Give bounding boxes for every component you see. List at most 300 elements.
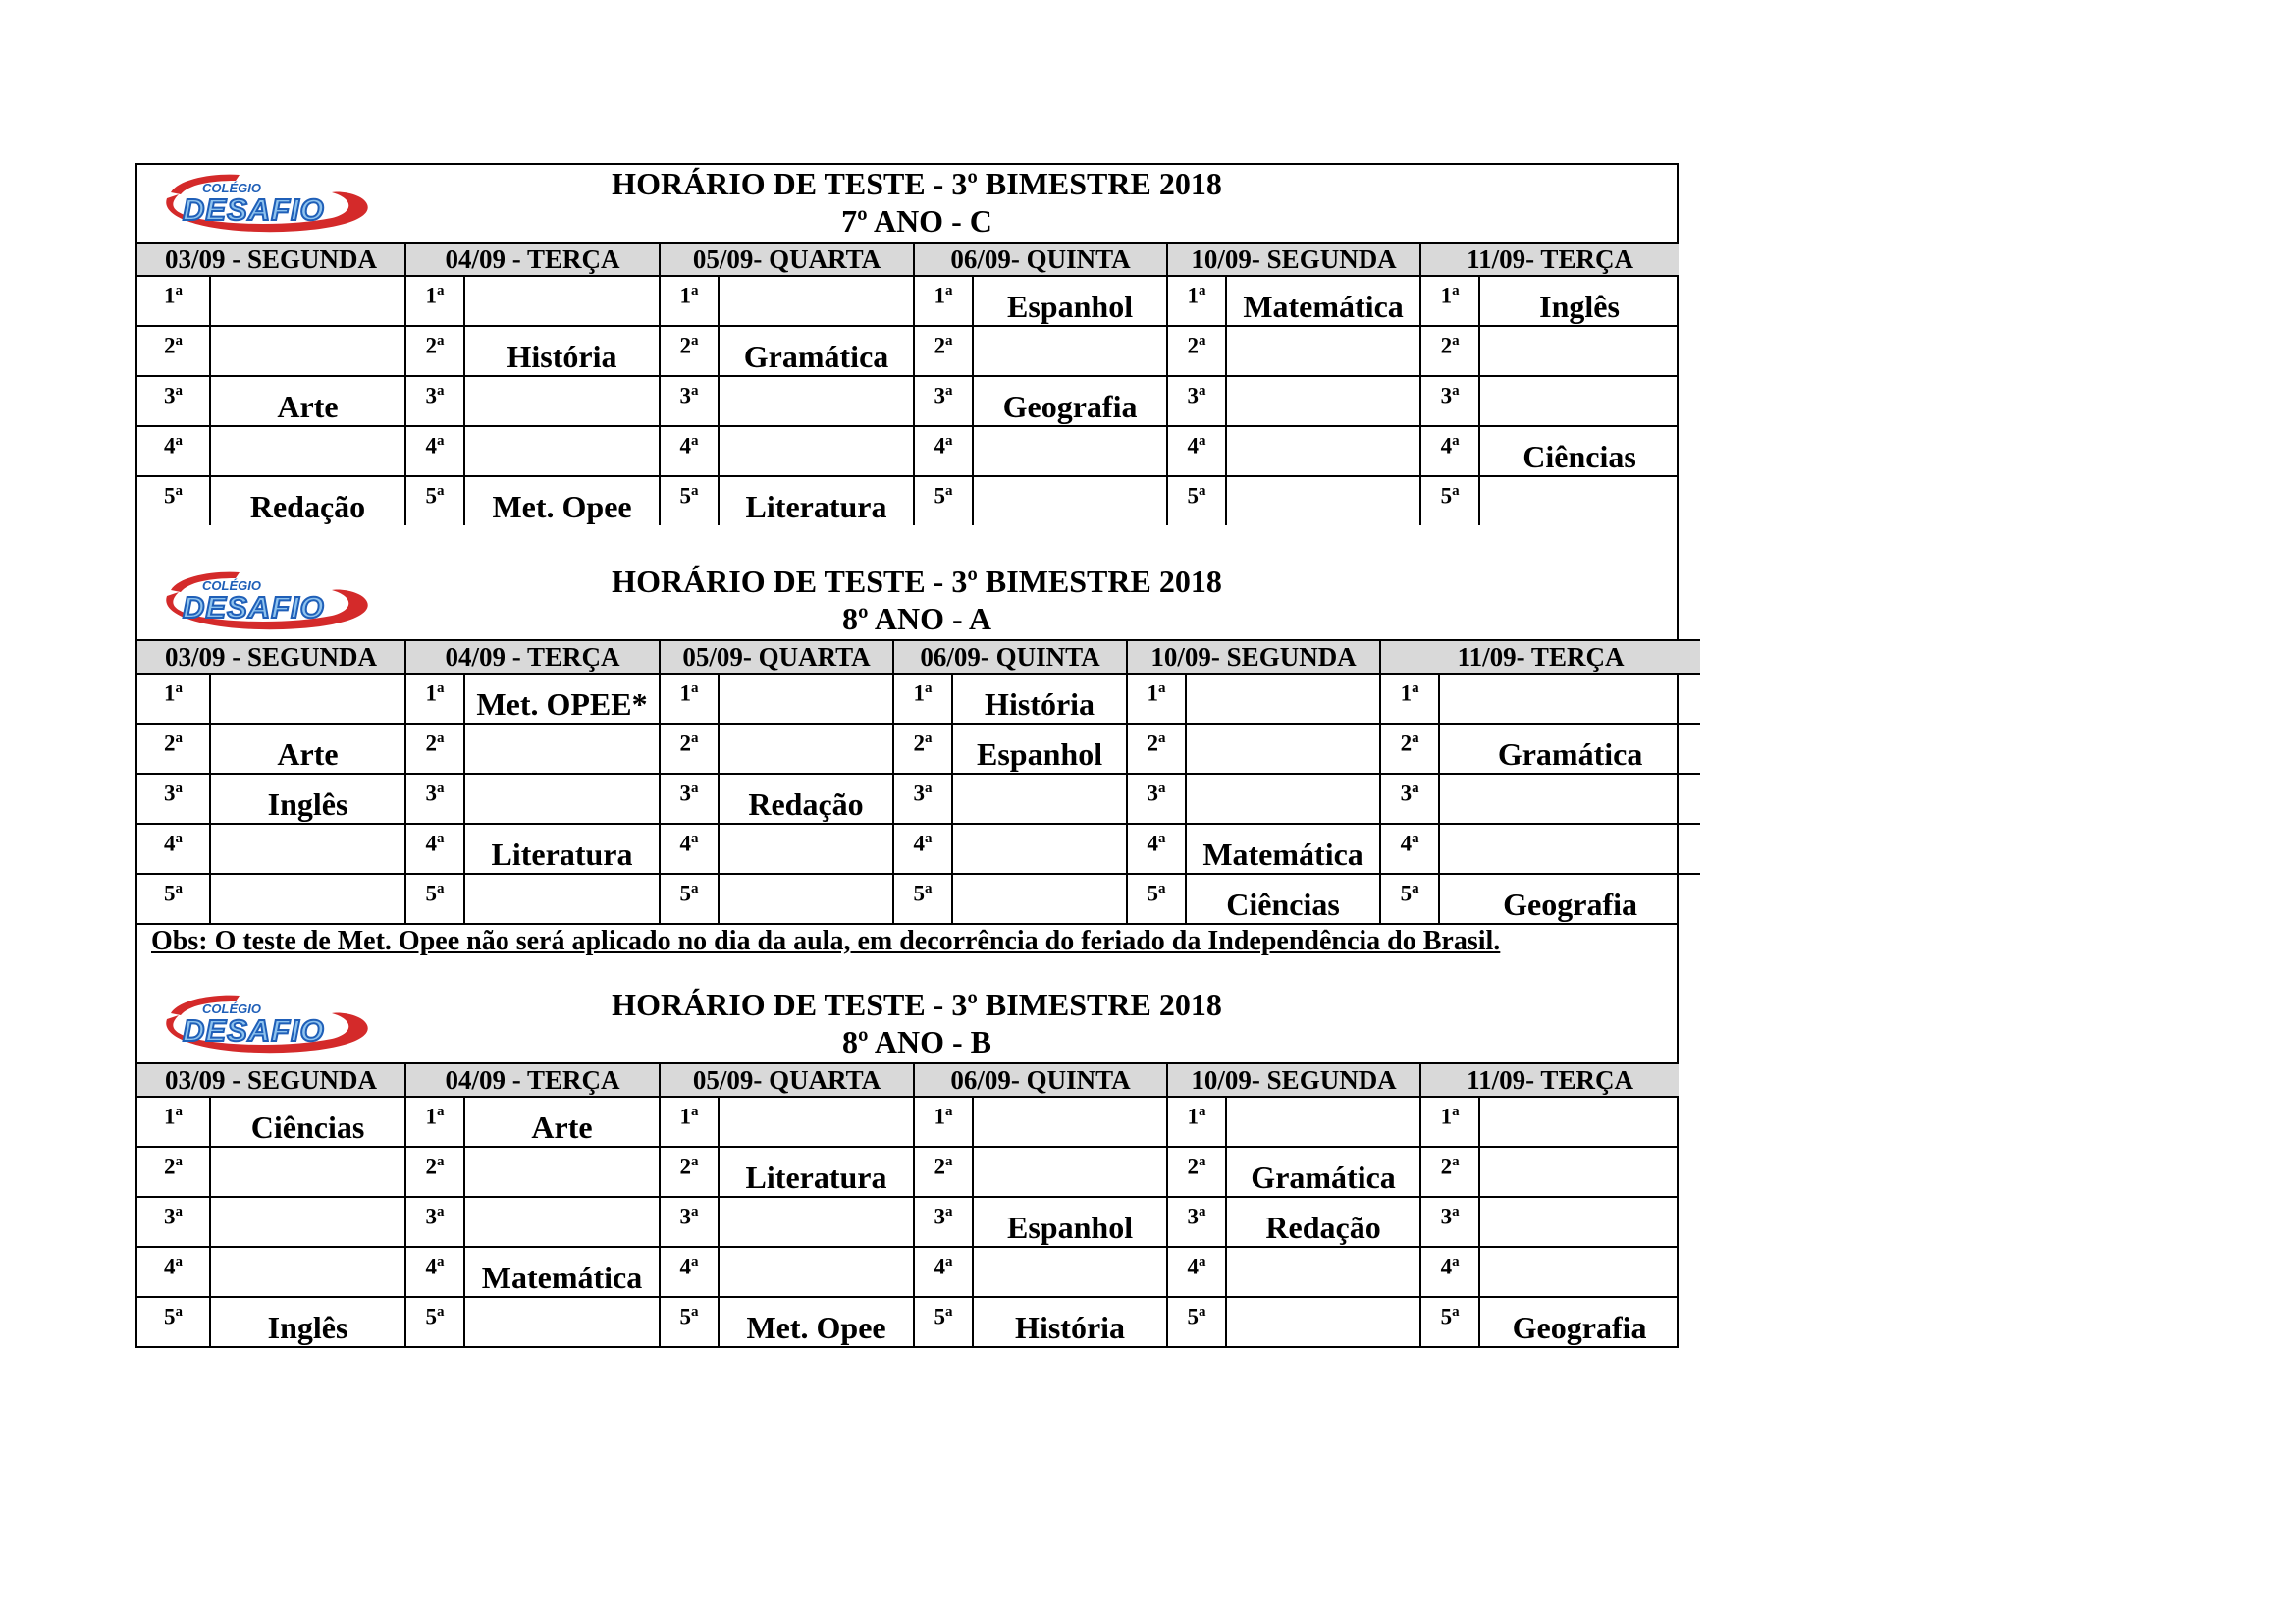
subject-cell: Redação <box>719 774 893 824</box>
ordinal-mark: a <box>945 1104 953 1119</box>
subject-cell: Espanhol <box>973 1197 1167 1247</box>
period-number <box>405 1147 464 1197</box>
period-number <box>660 426 719 476</box>
ordinal-mark: a <box>437 483 445 499</box>
period-number-value: 4 <box>679 831 692 856</box>
subject-cell: Literatura <box>719 476 914 525</box>
period-number <box>405 674 464 724</box>
period-row <box>137 1147 1679 1197</box>
ordinal-mark: a <box>691 781 699 796</box>
ordinal-mark: a <box>1452 433 1460 449</box>
period-number <box>1420 376 1479 426</box>
period-row <box>137 774 1700 824</box>
subject-cell: Geografia <box>1439 874 1700 923</box>
period-number-value: 4 <box>934 433 946 459</box>
section-title <box>432 986 1402 1060</box>
period-number-value: 5 <box>425 881 438 906</box>
period-number <box>914 1197 973 1247</box>
ordinal-mark: a <box>691 680 699 696</box>
period-number <box>1420 476 1479 525</box>
period-number-value: 1 <box>1440 1104 1453 1129</box>
ordinal-mark: a <box>691 881 699 896</box>
period-number <box>893 674 952 724</box>
period-number <box>137 1097 210 1147</box>
period-number <box>660 774 719 824</box>
subject-cell: Gramática <box>1439 724 1700 774</box>
subject-cell <box>210 1147 405 1197</box>
ordinal-mark: a <box>175 383 183 399</box>
period-number-value: 1 <box>425 1104 438 1129</box>
period-number <box>914 326 973 376</box>
period-number <box>1380 674 1439 724</box>
period-number-value: 4 <box>164 1254 176 1279</box>
ordinal-mark: a <box>1452 1104 1460 1119</box>
period-number <box>660 276 719 326</box>
period-number-value: 3 <box>1187 383 1200 408</box>
subject-cell <box>973 1147 1167 1197</box>
subject-cell <box>1439 824 1700 874</box>
ordinal-mark: a <box>1199 1104 1206 1119</box>
ordinal-mark: a <box>945 1154 953 1169</box>
period-number-value: 2 <box>934 1154 946 1179</box>
day-header: 11/09- TERÇA <box>1380 640 1700 674</box>
period-number <box>137 476 210 525</box>
ordinal-mark: a <box>691 1254 699 1270</box>
period-number <box>1167 426 1226 476</box>
period-number-value: 4 <box>425 433 438 459</box>
period-number <box>660 1147 719 1197</box>
period-number <box>137 1197 210 1247</box>
ordinal-mark: a <box>945 333 953 349</box>
ordinal-mark: a <box>175 1204 183 1219</box>
ordinal-mark: a <box>1199 283 1206 298</box>
period-number <box>1167 376 1226 426</box>
period-number <box>660 1247 719 1297</box>
period-number <box>1380 774 1439 824</box>
period-number-value: 2 <box>425 1154 438 1179</box>
subject-cell <box>464 774 660 824</box>
day-header: 05/09- QUARTA <box>660 243 914 276</box>
period-number-value: 4 <box>934 1254 946 1279</box>
ordinal-mark: a <box>691 433 699 449</box>
logo-big-text: DESAFIO <box>183 590 325 624</box>
period-number-value: 2 <box>164 1154 176 1179</box>
schedule-table <box>137 639 1700 923</box>
day-header: 06/09- QUINTA <box>914 1063 1167 1097</box>
period-row <box>137 724 1700 774</box>
period-number-value: 2 <box>913 731 926 756</box>
subject-cell <box>1186 724 1380 774</box>
ordinal-mark: a <box>437 881 445 896</box>
ordinal-mark: a <box>1199 1154 1206 1169</box>
period-number <box>914 1147 973 1197</box>
subject-cell <box>1439 674 1700 724</box>
period-number <box>137 874 210 923</box>
period-number-value: 1 <box>164 283 176 308</box>
period-number <box>405 1197 464 1247</box>
ordinal-mark: a <box>691 283 699 298</box>
subject-cell: Geografia <box>973 376 1167 426</box>
period-number-value: 4 <box>1187 1254 1200 1279</box>
day-header: 03/09 - SEGUNDA <box>137 640 405 674</box>
period-number <box>914 1247 973 1297</box>
ordinal-mark: a <box>1158 680 1166 696</box>
subject-cell: História <box>952 674 1127 724</box>
subject-cell <box>719 376 914 426</box>
period-number <box>1420 1247 1479 1297</box>
ordinal-mark: a <box>1452 1204 1460 1219</box>
subject-cell <box>973 1247 1167 1297</box>
period-number <box>405 376 464 426</box>
schedule-section-7c <box>137 165 1677 525</box>
subject-cell <box>719 1097 914 1147</box>
period-number-value: 5 <box>1400 881 1413 906</box>
period-number <box>405 1247 464 1297</box>
ordinal-mark: a <box>175 680 183 696</box>
period-number <box>1420 276 1479 326</box>
period-number-value: 5 <box>164 483 176 509</box>
period-number-value: 1 <box>913 680 926 706</box>
day-header: 04/09 - TERÇA <box>405 243 660 276</box>
period-number <box>660 724 719 774</box>
subject-cell: História <box>464 326 660 376</box>
period-number-value: 3 <box>934 383 946 408</box>
subject-cell: Inglês <box>1479 276 1679 326</box>
subject-cell: Matemática <box>1186 824 1380 874</box>
period-number <box>1127 774 1186 824</box>
day-header: 10/09- SEGUNDA <box>1167 1063 1420 1097</box>
section-header <box>137 525 1677 639</box>
period-number-value: 1 <box>425 283 438 308</box>
period-number-value: 2 <box>679 333 692 358</box>
period-number <box>914 276 973 326</box>
subject-cell <box>1479 326 1679 376</box>
subject-cell: Literatura <box>464 824 660 874</box>
period-number <box>914 1097 973 1147</box>
period-number <box>1167 276 1226 326</box>
period-number <box>660 824 719 874</box>
period-number <box>893 874 952 923</box>
period-number <box>1167 326 1226 376</box>
period-number <box>1167 1097 1226 1147</box>
subject-cell <box>464 1197 660 1247</box>
ordinal-mark: a <box>1199 1304 1206 1320</box>
logo-graphic <box>145 169 373 238</box>
period-number <box>405 426 464 476</box>
subject-cell: Literatura <box>719 1147 914 1197</box>
subject-cell <box>973 1097 1167 1147</box>
subject-cell <box>1226 376 1420 426</box>
period-number <box>660 476 719 525</box>
period-number <box>405 1097 464 1147</box>
period-number <box>405 476 464 525</box>
period-number-value: 5 <box>1440 483 1453 509</box>
period-number <box>1380 824 1439 874</box>
subject-cell <box>952 874 1127 923</box>
subject-cell: Geografia <box>1479 1297 1679 1346</box>
period-number-value: 1 <box>1147 680 1159 706</box>
ordinal-mark: a <box>175 333 183 349</box>
ordinal-mark: a <box>691 1204 699 1219</box>
period-number-value: 5 <box>1187 1304 1200 1329</box>
subject-cell <box>1479 1147 1679 1197</box>
subject-cell: Ciências <box>210 1097 405 1147</box>
period-number-value: 4 <box>1187 433 1200 459</box>
subject-cell: Inglês <box>210 774 405 824</box>
subject-cell <box>464 426 660 476</box>
observation-text: Obs: O teste de Met. Opee não será aplicado no dia da aula, em decorrência do feriado da Independência do Brasil. <box>151 926 1501 956</box>
period-row <box>137 476 1679 525</box>
period-number-value: 1 <box>934 283 946 308</box>
subject-cell <box>210 326 405 376</box>
day-header: 11/09- TERÇA <box>1420 243 1679 276</box>
subject-cell <box>1186 774 1380 824</box>
ordinal-mark: a <box>945 283 953 298</box>
observation-note <box>137 923 1677 960</box>
subject-cell <box>1479 1097 1679 1147</box>
ordinal-mark: a <box>945 483 953 499</box>
period-number-value: 5 <box>425 1304 438 1329</box>
logo-graphic <box>145 567 373 635</box>
day-header: 04/09 - TERÇA <box>405 640 660 674</box>
ordinal-mark: a <box>1452 483 1460 499</box>
section-title <box>432 165 1402 240</box>
subject-cell <box>464 724 660 774</box>
logo-big-text: DESAFIO <box>183 1013 325 1048</box>
ordinal-mark: a <box>1199 483 1206 499</box>
ordinal-mark: a <box>175 1304 183 1320</box>
subject-cell <box>464 1147 660 1197</box>
period-number <box>137 824 210 874</box>
subject-cell: Met. OPEE* <box>464 674 660 724</box>
subject-cell: Gramática <box>1226 1147 1420 1197</box>
ordinal-mark: a <box>925 680 933 696</box>
colegio-desafio-logo <box>145 567 373 635</box>
subject-cell <box>1479 376 1679 426</box>
period-number-value: 4 <box>1147 831 1159 856</box>
subject-cell: Met. Opee <box>719 1297 914 1346</box>
ordinal-mark: a <box>1412 831 1419 846</box>
period-row <box>137 326 1679 376</box>
period-number <box>137 674 210 724</box>
period-number-value: 3 <box>164 781 176 806</box>
period-number-value: 2 <box>164 731 176 756</box>
period-number-value: 3 <box>164 383 176 408</box>
period-row <box>137 426 1679 476</box>
period-number-value: 1 <box>934 1104 946 1129</box>
period-number <box>405 326 464 376</box>
logo-big-text: DESAFIO <box>183 192 325 227</box>
ordinal-mark: a <box>925 881 933 896</box>
period-number-value: 3 <box>425 1204 438 1229</box>
ordinal-mark: a <box>925 831 933 846</box>
period-number <box>660 1297 719 1346</box>
ordinal-mark: a <box>437 333 445 349</box>
period-number <box>1420 1097 1479 1147</box>
ordinal-mark: a <box>437 433 445 449</box>
ordinal-mark: a <box>437 1204 445 1219</box>
subject-cell <box>719 1247 914 1297</box>
period-row <box>137 824 1700 874</box>
day-header-row <box>137 1063 1679 1097</box>
period-number <box>405 874 464 923</box>
ordinal-mark: a <box>1199 1204 1206 1219</box>
period-number-value: 3 <box>679 781 692 806</box>
subject-cell <box>1226 1247 1420 1297</box>
ordinal-mark: a <box>437 283 445 298</box>
period-number-value: 1 <box>1400 680 1413 706</box>
period-number-value: 5 <box>164 881 176 906</box>
period-number-value: 3 <box>1440 383 1453 408</box>
period-number-value: 5 <box>1147 881 1159 906</box>
day-header: 03/09 - SEGUNDA <box>137 1063 405 1097</box>
subject-cell: Arte <box>210 376 405 426</box>
ordinal-mark: a <box>437 831 445 846</box>
period-number <box>1420 426 1479 476</box>
period-number-value: 1 <box>1187 1104 1200 1129</box>
period-number-value: 3 <box>1440 1204 1453 1229</box>
ordinal-mark: a <box>437 1154 445 1169</box>
period-number-value: 4 <box>679 433 692 459</box>
ordinal-mark: a <box>1452 283 1460 298</box>
title-line-2: 8º ANO - B <box>842 1024 991 1059</box>
period-number-value: 5 <box>1440 1304 1453 1329</box>
schedule-section-8b <box>137 960 1677 1346</box>
colegio-desafio-logo <box>145 169 373 238</box>
period-number <box>405 1297 464 1346</box>
period-row <box>137 1197 1679 1247</box>
period-number-value: 3 <box>1187 1204 1200 1229</box>
schedule-table <box>137 1062 1679 1346</box>
period-row <box>137 874 1700 923</box>
subject-cell <box>1479 476 1679 525</box>
period-number-value: 5 <box>1187 483 1200 509</box>
ordinal-mark: a <box>175 831 183 846</box>
period-number-value: 4 <box>913 831 926 856</box>
period-number <box>137 1247 210 1297</box>
day-header-row <box>137 243 1679 276</box>
period-number-value: 4 <box>1440 1254 1453 1279</box>
subject-cell: Matemática <box>1226 276 1420 326</box>
subject-cell <box>1186 674 1380 724</box>
period-number-value: 3 <box>1147 781 1159 806</box>
period-number-value: 2 <box>1187 333 1200 358</box>
period-number <box>914 376 973 426</box>
subject-cell <box>210 824 405 874</box>
period-number-value: 1 <box>1187 283 1200 308</box>
period-number <box>137 1297 210 1346</box>
ordinal-mark: a <box>1199 1254 1206 1270</box>
period-number <box>137 276 210 326</box>
ordinal-mark: a <box>1452 333 1460 349</box>
period-number-value: 1 <box>164 680 176 706</box>
ordinal-mark: a <box>175 1104 183 1119</box>
period-number <box>660 326 719 376</box>
period-number <box>660 874 719 923</box>
subject-cell <box>719 874 893 923</box>
period-number <box>914 476 973 525</box>
ordinal-mark: a <box>945 1304 953 1320</box>
day-header: 06/09- QUINTA <box>914 243 1167 276</box>
day-header: 11/09- TERÇA <box>1420 1063 1679 1097</box>
period-number-value: 4 <box>1440 433 1453 459</box>
ordinal-mark: a <box>1199 433 1206 449</box>
day-header: 03/09 - SEGUNDA <box>137 243 405 276</box>
period-row <box>137 1297 1679 1346</box>
period-number-value: 3 <box>164 1204 176 1229</box>
period-number-value: 2 <box>425 731 438 756</box>
period-number <box>1167 476 1226 525</box>
period-number-value: 5 <box>913 881 926 906</box>
period-number-value: 3 <box>1400 781 1413 806</box>
ordinal-mark: a <box>1452 1304 1460 1320</box>
subject-cell <box>464 874 660 923</box>
ordinal-mark: a <box>1412 731 1419 746</box>
subject-cell: Redação <box>210 476 405 525</box>
day-header: 04/09 - TERÇA <box>405 1063 660 1097</box>
period-number <box>1420 326 1479 376</box>
ordinal-mark: a <box>175 731 183 746</box>
ordinal-mark: a <box>175 433 183 449</box>
subject-cell <box>210 674 405 724</box>
ordinal-mark: a <box>691 383 699 399</box>
subject-cell: Redação <box>1226 1197 1420 1247</box>
subject-cell <box>210 874 405 923</box>
subject-cell <box>1439 774 1700 824</box>
ordinal-mark: a <box>175 881 183 896</box>
subject-cell <box>719 276 914 326</box>
period-number-value: 3 <box>425 781 438 806</box>
ordinal-mark: a <box>691 831 699 846</box>
subject-cell <box>1226 1297 1420 1346</box>
subject-cell <box>973 426 1167 476</box>
period-row <box>137 1097 1679 1147</box>
period-number <box>1127 674 1186 724</box>
subject-cell <box>973 476 1167 525</box>
ordinal-mark: a <box>437 1104 445 1119</box>
period-number-value: 4 <box>1400 831 1413 856</box>
period-number-value: 3 <box>425 383 438 408</box>
subject-cell: Matemática <box>464 1247 660 1297</box>
ordinal-mark: a <box>1412 680 1419 696</box>
ordinal-mark: a <box>1452 383 1460 399</box>
period-number <box>1167 1247 1226 1297</box>
subject-cell: Arte <box>464 1097 660 1147</box>
period-number <box>405 276 464 326</box>
period-number-value: 5 <box>679 1304 692 1329</box>
ordinal-mark: a <box>1158 731 1166 746</box>
period-number <box>1420 1147 1479 1197</box>
ordinal-mark: a <box>1158 781 1166 796</box>
period-number <box>137 376 210 426</box>
ordinal-mark: a <box>691 731 699 746</box>
period-number <box>1167 1297 1226 1346</box>
period-number-value: 2 <box>679 731 692 756</box>
ordinal-mark: a <box>175 781 183 796</box>
subject-cell <box>1226 1097 1420 1147</box>
subject-cell: Ciências <box>1479 426 1679 476</box>
period-number-value: 1 <box>679 283 692 308</box>
ordinal-mark: a <box>437 680 445 696</box>
logo-graphic <box>145 990 373 1058</box>
period-number-value: 5 <box>934 483 946 509</box>
subject-cell: Met. Opee <box>464 476 660 525</box>
period-number <box>1420 1197 1479 1247</box>
subject-cell <box>719 1197 914 1247</box>
subject-cell <box>210 1197 405 1247</box>
subject-cell <box>719 426 914 476</box>
period-number-value: 4 <box>425 831 438 856</box>
